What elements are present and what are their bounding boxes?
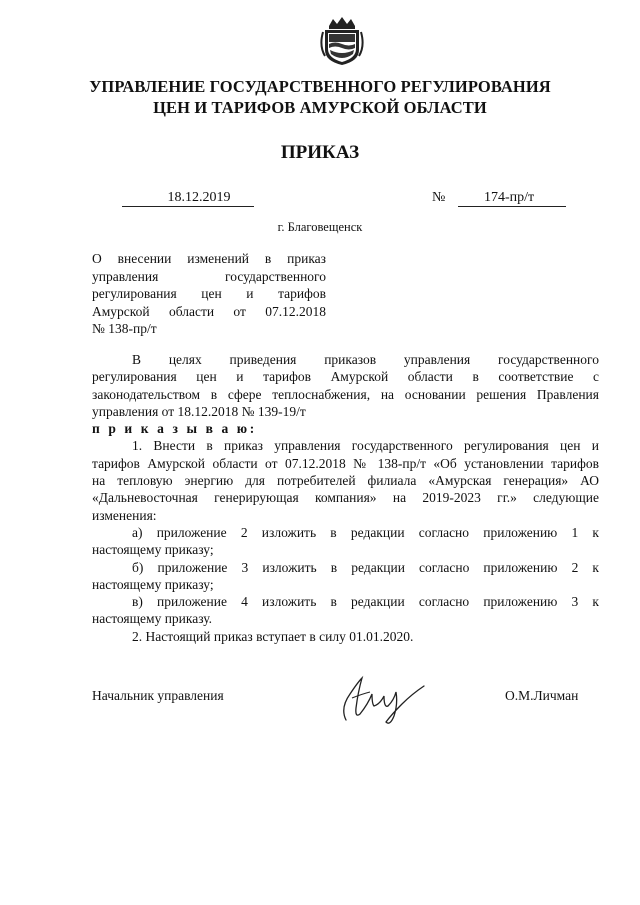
preamble-line: управления от 18.12.2018 № 139-19/т bbox=[92, 403, 306, 419]
order-keyword: п р и к а з ы в а ю: bbox=[92, 421, 257, 437]
item-1-line: тарифов Амурской области от 07.12.2018 № 138-пр/т «Об установлении тарифов bbox=[92, 455, 599, 471]
document-date: 18.12.2019 bbox=[122, 190, 254, 207]
subject-line: Амурской области от 07.12.2018 bbox=[92, 303, 326, 319]
item-1-line: «Дальневосточная генерирующая компания» на 2019-2023 гг.» следующие bbox=[92, 490, 599, 506]
preamble-line: регулирования цен и тарифов Амурской области в соответствие с bbox=[92, 369, 599, 385]
subject-block bbox=[92, 250, 326, 338]
preamble-line: законодательством в сфере теплоснабжения, на основании решения Правления bbox=[92, 386, 599, 402]
issuer-header-line-2: ЦЕН И ТАРИФОВ АМУРСКОЙ ОБЛАСТИ bbox=[153, 98, 487, 117]
handwritten-signature-icon bbox=[338, 668, 428, 728]
document-type: ПРИКАЗ bbox=[280, 142, 360, 163]
subitem-c-line: в) приложение 4 изложить в редакции согласно приложению 3 к bbox=[132, 594, 599, 610]
signatory-title: Начальник управления bbox=[92, 688, 224, 703]
document-body bbox=[92, 351, 599, 645]
subitem-b-line: б) приложение 3 изложить в редакции согласно приложению 2 к bbox=[132, 559, 599, 575]
city: г. Благовещенск bbox=[277, 220, 363, 234]
subject-line: управления государственного bbox=[92, 268, 326, 284]
subject-line: № 138-пр/т bbox=[92, 321, 157, 336]
item-1-line: 1. Внести в приказ управления государственного регулирования цен и bbox=[132, 438, 599, 454]
item-1-line: на тепловую энергию для потребителей филиала «Амурская генерация» АО bbox=[92, 473, 599, 489]
issuer-header-line-1: УПРАВЛЕНИЕ ГОСУДАРСТВЕННОГО РЕГУЛИРОВАНИЯ bbox=[89, 77, 551, 96]
number-sign: № bbox=[432, 190, 446, 205]
subitem-b-line: настоящему приказу; bbox=[92, 576, 214, 592]
subitem-a-line: настоящему приказу; bbox=[92, 542, 214, 558]
subject-line: регулирования цен и тарифов bbox=[92, 286, 326, 301]
signatory-name: О.М.Личман bbox=[505, 688, 579, 703]
item-2: 2. Настоящий приказ вступает в силу 01.01.2020. bbox=[132, 628, 414, 644]
preamble-line: В целях приведения приказов управления государственного bbox=[132, 352, 599, 367]
coat-of-arms-icon bbox=[319, 16, 365, 66]
issuer-header bbox=[0, 76, 640, 118]
subject-line: О внесении изменений в приказ bbox=[92, 251, 326, 266]
subitem-c-line: настоящему приказу. bbox=[92, 611, 213, 627]
document-number: 174-пр/т bbox=[458, 190, 566, 207]
item-1-line: изменения: bbox=[92, 507, 157, 523]
subitem-a-line: а) приложение 2 изложить в редакции согласно приложению 1 к bbox=[132, 524, 599, 540]
